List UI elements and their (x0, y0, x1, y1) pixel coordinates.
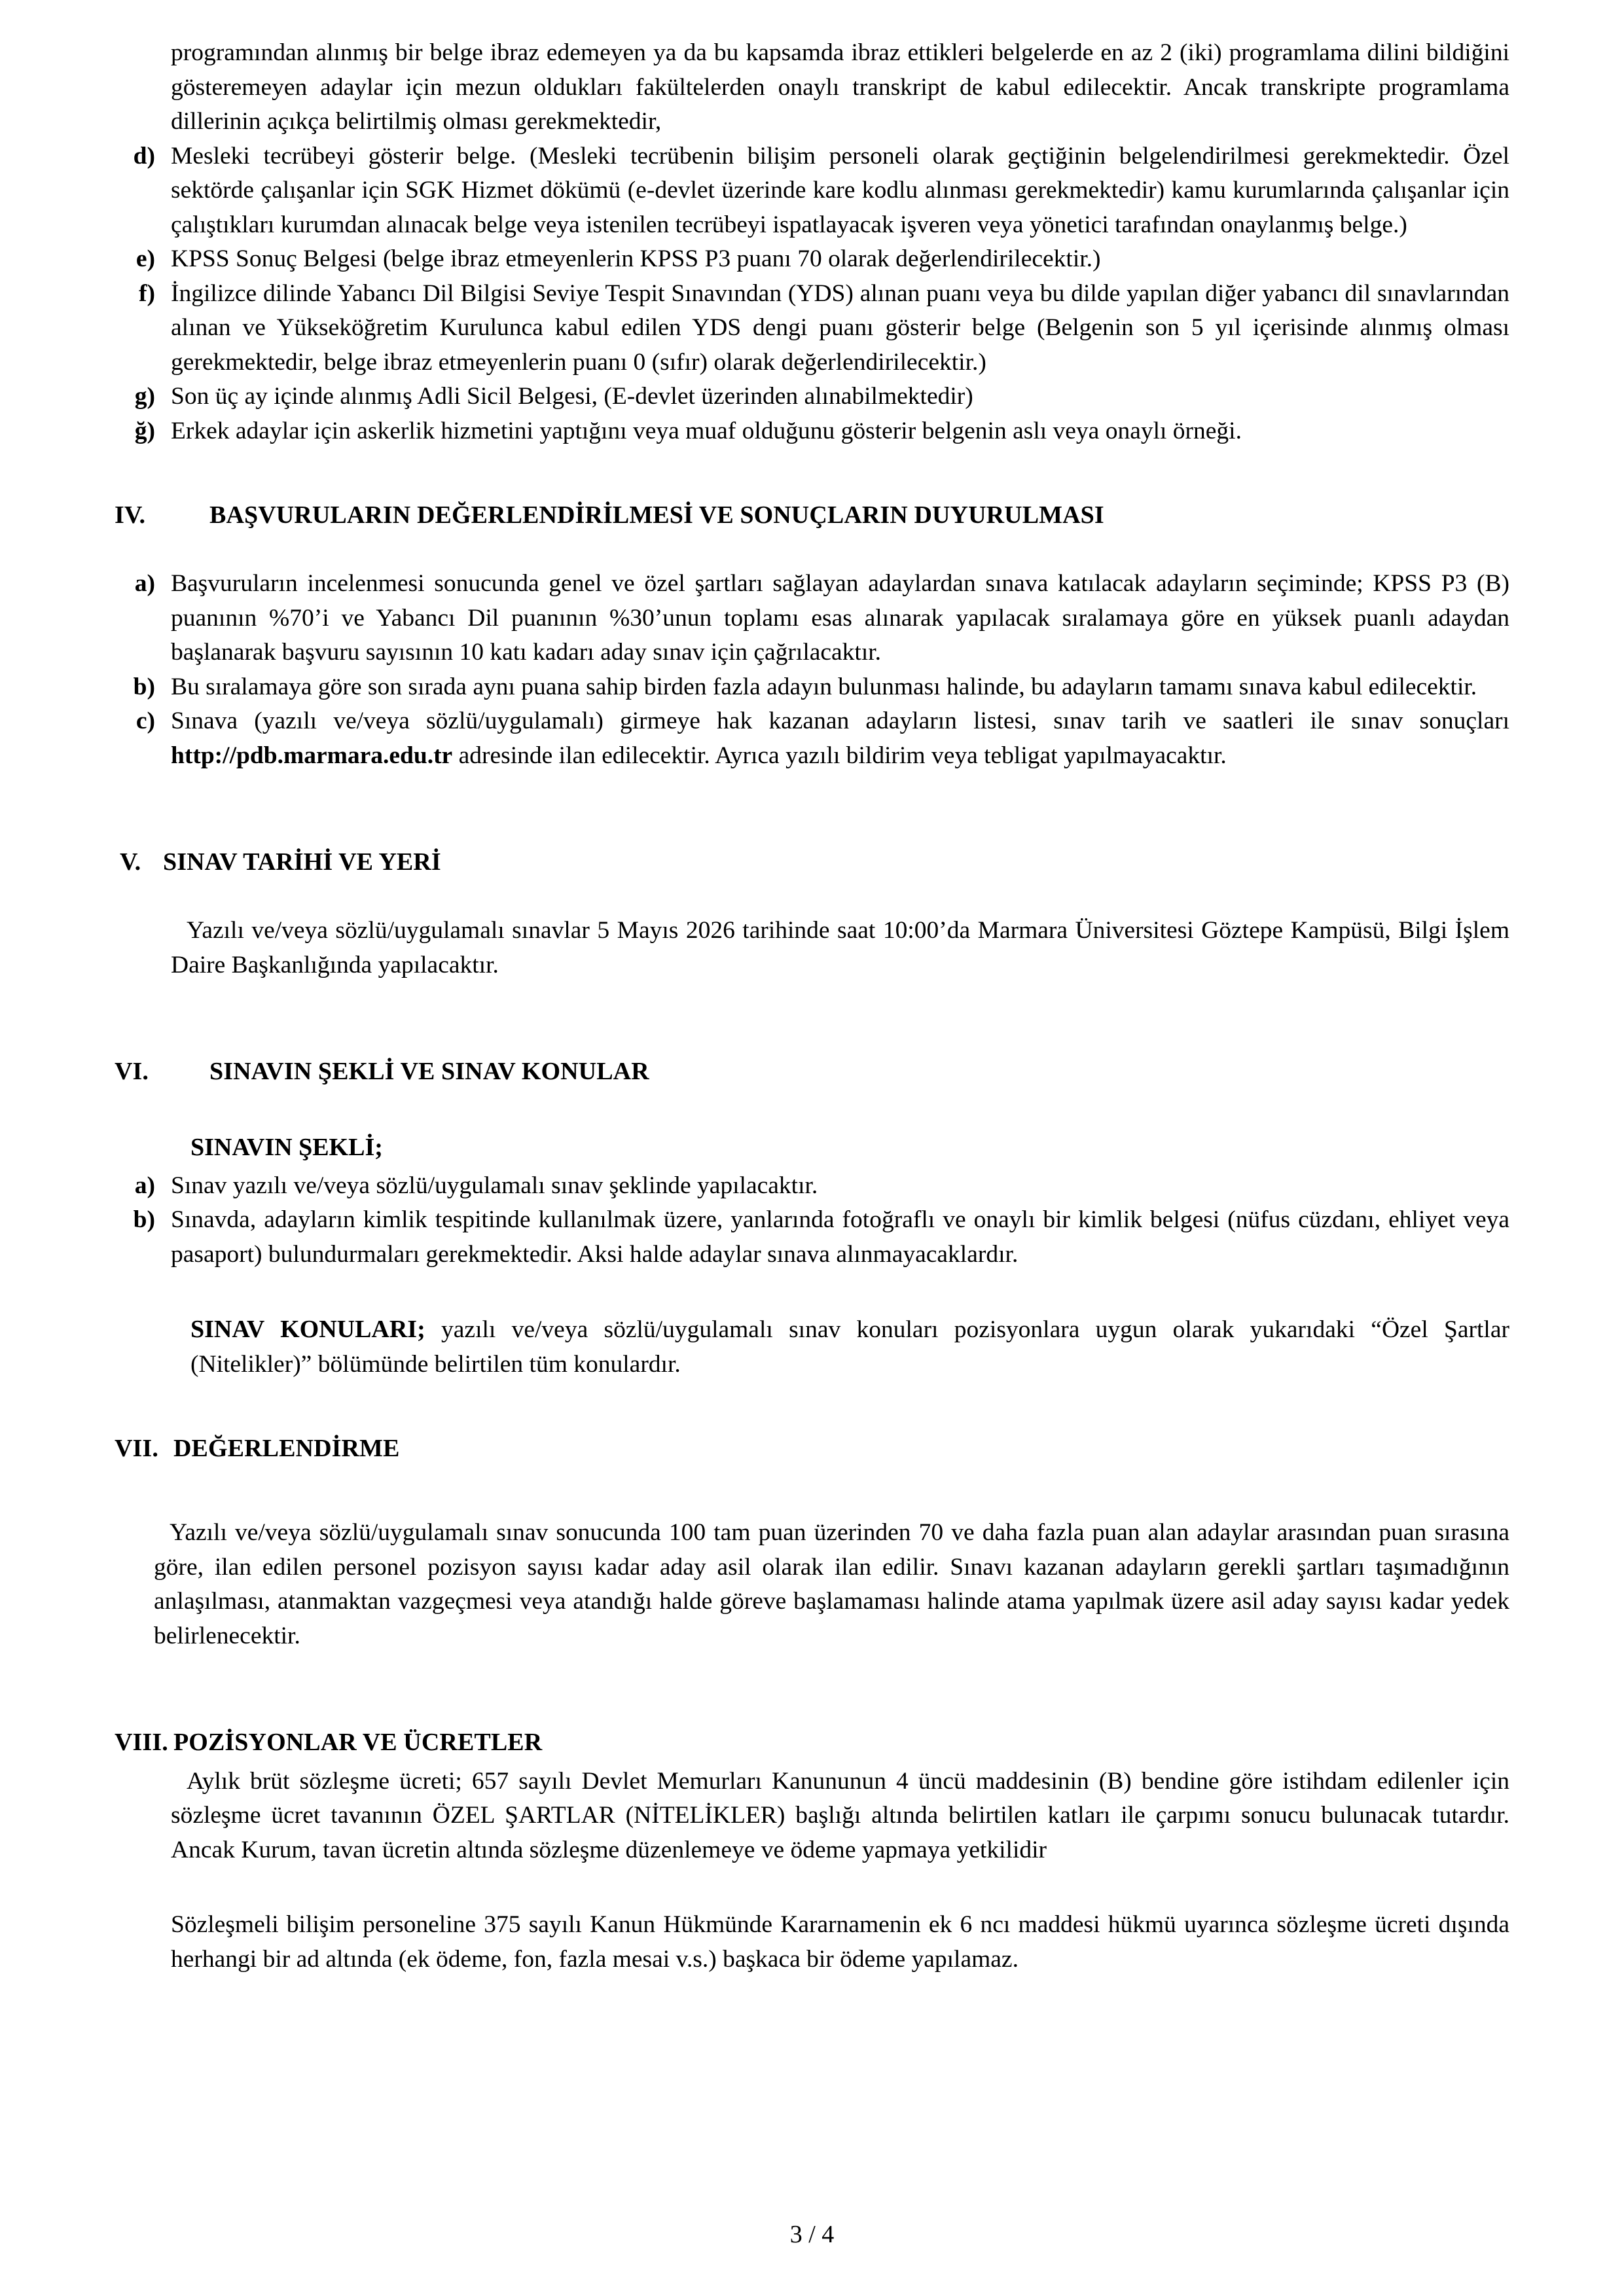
list-item-text: Sınavda, adayların kimlik tespitinde kullanılmak üzere, yanlarında fotoğraflı ve onaylı bir kimlik belgesi (nüfus cüzdanı, ehliyet veya pasaport) bulundurmaları gerekmektedir. Aksi halde adaylar sınava alınmayacaklardır. (171, 1206, 1509, 1268)
spacer (115, 1653, 1509, 1725)
section-title-v: SINAV TARİHİ VE YERİ (163, 848, 441, 876)
continuation-paragraph (171, 36, 1509, 139)
section-viii-paragraph-2-text: Sözleşmeli bilişim personeline 375 sayılı Kanun Hükmünde Kararnamenin ek 6 ncı maddesi hükmü uyarınca sözleşme ücreti dışında herhangi bir ad altında (ek ödeme, fon, fazla mesai v.s.) başkaca bir ödeme yapılamaz. (171, 1911, 1509, 1973)
sinav-konulari-paragraph-text (190, 1312, 1509, 1382)
section-viii-paragraph-1 (171, 1765, 1509, 1868)
list-item (115, 242, 1509, 277)
section-title-viii: POZİSYONLAR VE ÜCRETLER (173, 1729, 543, 1757)
section-vi-items (115, 1169, 1509, 1272)
spacer (115, 448, 1509, 498)
spacer (115, 1272, 1509, 1312)
section-heading-v (120, 845, 1509, 880)
list-item (115, 414, 1509, 449)
list-item (115, 670, 1509, 705)
section-number-v: V. (120, 848, 141, 876)
spacer (115, 1867, 1509, 1908)
spacer (115, 1466, 1509, 1516)
section-viii-paragraph-1-text: Aylık brüt sözleşme ücreti; 657 sayılı Devlet Memurları Kanununun 4 üncü maddesinin (B) bendine göre istihdam edilenler için sözleşme ücret tavanının ÖZEL ŞARTLAR (NİTELİKLER) başlığı altında belirtilen katları ile çarpımı sonucu bulunacak tutardır. Ancak Kurum, tavan ücretin altında sözleşme düzenlemeye ve ödeme yapmaya yetkilidir (171, 1767, 1509, 1863)
list-item-text: Mesleki tecrübeyi gösterir belge. (Mesleki tecrübenin bilişim personeli olarak geçtiğinin belgelendirilmesi gerekmektedir. Özel sektörde çalışanlar için SGK Hizmet dökümü (e-devlet üzerinde kare kodlu alınması gerekmektedir) kamu kurumlarında çalışanlar için çalıştıkları kurumdan alınacak belge veya istenilen tecrübeyi ispatlayacak işveren veya yönetici tarafından onaylanmış belge.) (171, 142, 1509, 238)
list-item-text: Başvuruların incelenmesi sonucunda genel ve özel şartları sağlayan adaylardan sınava katılacak adayların seçiminde; KPSS P3 (B) puanının %70’i ve Yabancı Dil puanının %30’unun toplamı esas alınarak yapılacak sıralamaya göre en yüksek puanlı adaydan başlanarak başvuru sayısının 10 katı kadarı aday sınav için çağrılacaktır. (171, 570, 1509, 666)
spacer (115, 880, 1509, 914)
list-item-text-after-link: adresinde ilan edilecektir. Ayrıca yazılı bildirim veya tebligat yapılmayacaktır. (452, 742, 1227, 769)
list-item (115, 380, 1509, 414)
list-item (115, 139, 1509, 243)
list-item (115, 1203, 1509, 1272)
list-marker: e) (135, 245, 155, 272)
list-item-text (171, 704, 1509, 773)
list-marker: b) (133, 673, 155, 700)
list-item-text: Erkek adaylar için askerlik hizmetini yaptığını veya muaf olduğunu gösterir belgenin aslı veya onaylı örneği. (171, 417, 1242, 444)
section-title-iv: BAŞVURULARIN DEĞERLENDİRİLMESİ VE SONUÇLARIN DUYURULMASI (209, 501, 1104, 529)
list-marker: d) (133, 142, 155, 170)
list-item (115, 704, 1509, 773)
section-heading-viii (115, 1725, 1509, 1760)
section-title-vii: DEĞERLENDİRME (173, 1435, 400, 1463)
list-marker: c) (135, 708, 155, 735)
section-vii-paragraph (154, 1516, 1509, 1653)
page-footer (0, 2220, 1624, 2249)
list-marker: a) (134, 1172, 155, 1199)
subheading-sinavin-sekli: SINAVIN ŞEKLİ; (190, 1133, 383, 1161)
list-marker: a) (134, 570, 155, 598)
section-iv-items (115, 567, 1509, 773)
list-item-text: Bu sıralamaya göre son sırada aynı puana sahip birden fazla adayın bulunması halinde, bu adayların tamamı sınava kabul edilecektir. (171, 673, 1477, 700)
list-item-text: Son üç ay içinde alınmış Adli Sicil Belgesi, (E-devlet üzerinden alınabilmektedir) (171, 383, 973, 410)
list-marker: g) (134, 383, 155, 410)
sinav-konulari-paragraph (190, 1312, 1509, 1382)
document-body (115, 36, 1509, 1977)
list-marker: ğ) (134, 417, 155, 444)
list-item (115, 567, 1509, 670)
section-number-vii: VII. (115, 1435, 158, 1463)
spacer (115, 982, 1509, 1054)
section-vii-paragraph-text: Yazılı ve/veya sözlü/uygulamalı sınav sonucunda 100 tam puan üzerinden 70 ve daha fazla puan alan adaylar arasından puan sırasına göre, ilan edilen personel pozisyon sayısı kadar aday asil olarak ilan edilir. Sınavı kazanan adayların gerekli şartları taşımadığının anlaşılması, atanmaktan vazgeçmesi veya atandığı halde göreve başlamaması halinde atama yapılmak üzere asil aday sayısı kadar yedek belirlenecektir. (154, 1519, 1509, 1649)
section-number-vi: VI. (115, 1058, 149, 1086)
spacer (115, 533, 1509, 567)
continuation-paragraph-text: programından alınmış bir belge ibraz edemeyen ya da bu kapsamda ibraz ettikleri belgelerde en az 2 (iki) programlama dilini bildiğini gösteremeyen adaylar için mezun oldukları fakültelerden onaylı transkript de kabul edilecektir. Ancak transkripte programlama dillerinin açıkça belirtilmiş olması gerekmektedir, (171, 39, 1509, 135)
section-number-viii: VIII. (115, 1729, 168, 1757)
section-heading-iv (115, 498, 1509, 533)
list-marker: f) (139, 279, 155, 307)
section-v-paragraph-text: Yazılı ve/veya sözlü/uygulamalı sınavlar 5 Mayıs 2026 tarihinde saat 10:00’da Marmara Üniversitesi Göztepe Kampüsü, Bilgi İşlem Daire Başkanlığında yapılacaktır. (171, 917, 1509, 978)
section-viii-paragraph-2 (171, 1908, 1509, 1977)
list-item-text: KPSS Sonuç Belgesi (belge ibraz etmeyenlerin KPSS P3 puanı 70 olarak değerlendirilecektir.) (171, 245, 1101, 272)
required-documents-list (115, 139, 1509, 449)
subheading-sinav-konulari: SINAV KONULARI; (190, 1316, 425, 1344)
list-marker: b) (133, 1206, 155, 1234)
list-item-text: Sınav yazılı ve/veya sözlü/uygulamalı sınav şeklinde yapılacaktır. (171, 1172, 818, 1199)
section-number-iv: IV. (115, 501, 146, 529)
page-number: 3 / 4 (789, 2221, 835, 2248)
section-v-paragraph (171, 914, 1509, 982)
results-url-link[interactable]: http://pdb.marmara.edu.tr (171, 742, 453, 769)
list-item-text-before-link: Sınava (yazılı ve/veya sözlü/uygulamalı) girmeye hak kazanan adayların listesi, sınav tarih ve saatleri ile sınav sonuçları (171, 708, 1509, 735)
section-title-vi: SINAVIN ŞEKLİ VE SINAV KONULAR (209, 1058, 649, 1086)
spacer (115, 773, 1509, 845)
list-item (115, 277, 1509, 380)
list-item (115, 1169, 1509, 1204)
list-item-text: İngilizce dilinde Yabancı Dil Bilgisi Seviye Tespit Sınavından (YDS) alınan puanı veya bu dilde yapılan diğer yabancı dil sınavlarından alınan ve Yükseköğretim Kurulunca kabul edilen YDS dengi puanı gösterir belge (Belgenin son 5 yıl içerisinde alınmış olması gerekmektedir, belge ibraz etmeyenlerin puanı 0 (sıfır) olarak değerlendirilecektir.) (171, 279, 1509, 376)
spacer (115, 1382, 1509, 1431)
section-heading-vi (115, 1054, 1509, 1089)
spacer (115, 1090, 1509, 1130)
sinav-konulari-text: yazılı ve/veya sözlü/uygulamalı sınav konuları pozisyonlara uygun olarak yukarıdaki “Özel Şartlar (Nitelikler)” bölümünde belirtilen tüm konulardır. (190, 1316, 1509, 1378)
section-heading-vii (115, 1431, 1509, 1466)
